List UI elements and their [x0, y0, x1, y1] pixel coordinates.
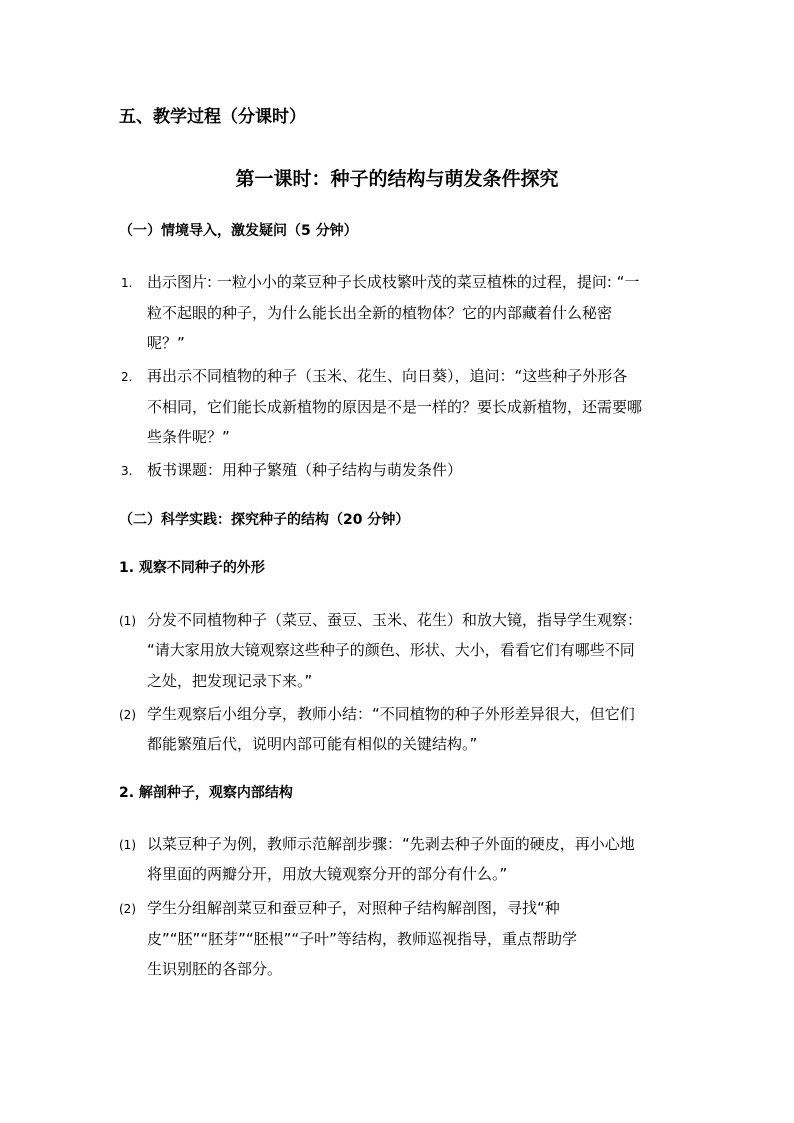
item-marker: 1.: [121, 276, 133, 290]
item-line: 学生分组解剖菜豆和蚕豆种子，对照种子结构解剖图，寻找“种: [147, 899, 560, 917]
item-line: “请大家用放大镜观察这些种子的颜色、形状、大小，看看它们有哪些不同: [147, 641, 635, 659]
item-line: 呢？”: [147, 334, 185, 352]
item-line: 都能繁殖后代，说明内部可能有相似的关键结构。”: [147, 735, 478, 753]
item-line: 板书课题：用种子繁殖（种子结构与萌发条件）: [147, 461, 463, 479]
item-line: 学生观察后小组分享，教师小结：“不同植物的种子外形差异很大，但它们: [147, 705, 635, 723]
item-marker: (2): [119, 708, 136, 722]
part2-heading: （二）科学实践：探究种子的结构（20 分钟）: [119, 512, 410, 528]
item-marker: 3.: [121, 464, 133, 478]
item-marker: (1): [119, 614, 136, 628]
item-line: 粒不起眼的种子，为什么能长出全新的植物体？它的内部藏着什么秘密: [147, 304, 613, 322]
item-line: 不相同，它们能长成新植物的原因是不是一样的？要长成新植物，还需要哪: [147, 398, 643, 416]
item-line: 出示图片: 一粒小小的菜豆种子长成枝繁叶茂的菜豆植株的过程，提问: “一: [147, 273, 640, 291]
part2-sub1-heading: 1. 观察不同种子的外形: [119, 560, 265, 576]
section-heading: 五、教学过程（分课时）: [119, 107, 306, 127]
item-line: 些条件呢？”: [147, 428, 230, 446]
lesson-title: 第一课时：种子的结构与萌发条件探究: [235, 168, 559, 190]
part1-heading: （一）情境导入，激发疑问（5 分钟）: [119, 223, 358, 239]
item-line: 分发不同植物种子（菜豆、蚕豆、玉米、花生）和放大镜，指导学生观察：: [147, 611, 643, 629]
item-line: 将里面的两瓣分开，用放大镜观察分开的部分有什么。”: [147, 865, 508, 883]
part2-sub2-heading: 2. 解剖种子，观察内部结构: [119, 785, 293, 801]
item-marker: (2): [119, 902, 136, 916]
item-line: 生识别胚的各部分。: [147, 960, 283, 978]
item-marker: 2.: [121, 370, 133, 384]
item-line: 以菜豆种子为例，教师示范解剖步骤：“先剥去种子外面的硬皮，再小心地: [147, 835, 635, 853]
item-line: 皮”“胚”“胚芽”“胚根”“子叶”等结构，教师巡视指导，重点帮助学: [147, 930, 577, 948]
item-line: 之处，把发现记录下来。”: [147, 672, 313, 690]
item-marker: (1): [119, 838, 136, 852]
item-line: 再出示不同植物的种子（玉米、花生、向日葵），追问：“这些种子外形各: [147, 367, 628, 385]
